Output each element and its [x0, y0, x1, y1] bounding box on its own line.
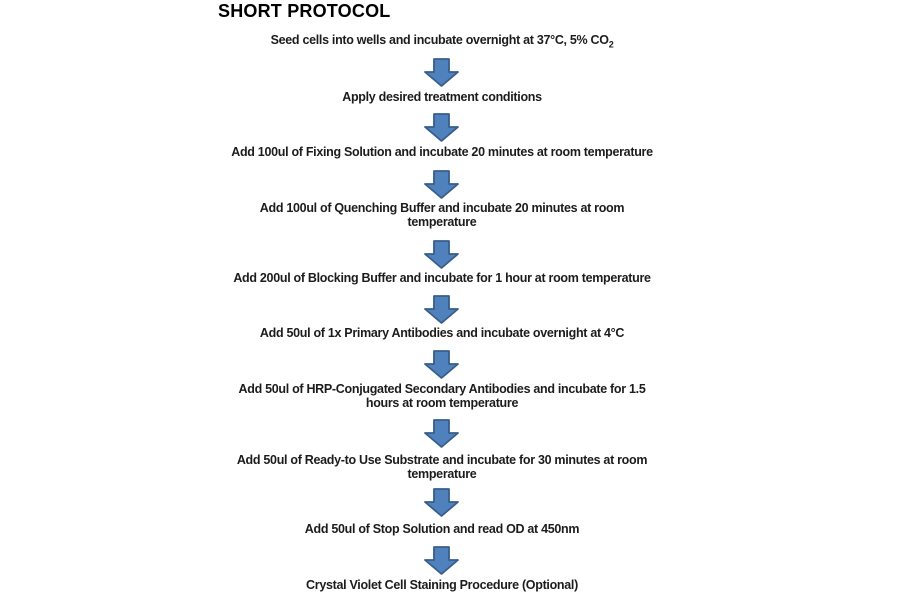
protocol-step-quenching-buffer	[0, 201, 884, 229]
protocol-step-primary-antibodies	[0, 326, 884, 340]
down-arrow-shape	[425, 547, 458, 574]
step-text: temperature	[407, 467, 477, 481]
down-arrow-shape	[425, 241, 458, 268]
protocol-step-fixing-solution	[0, 145, 884, 159]
step-text: Seed cells into wells and incubate overnight at 37°C, 5% CO	[270, 33, 609, 47]
down-arrow-icon	[424, 419, 459, 448]
down-arrow-shape	[425, 296, 458, 323]
down-arrow-icon	[424, 350, 459, 379]
step-text: Add 50ul of Ready-to Use Substrate and incubate for 30 minutes at room	[236, 453, 648, 467]
down-arrow-shape	[425, 171, 458, 198]
step-text: Add 50ul of 1x Primary Antibodies and incubate overnight at 4°C	[259, 326, 625, 340]
page-title: SHORT PROTOCOL	[218, 1, 391, 21]
step-text: hours at room temperature	[365, 396, 519, 410]
down-arrow-icon	[424, 58, 459, 87]
step-text: temperature	[407, 215, 477, 229]
down-arrow-shape	[425, 59, 458, 86]
protocol-step-secondary-antibodies	[0, 382, 884, 410]
protocol-step-blocking-buffer	[0, 271, 884, 285]
down-arrow-icon	[424, 488, 459, 517]
protocol-step-seed-cells	[0, 33, 884, 50]
down-arrow-shape	[425, 114, 458, 141]
step-text: Crystal Violet Cell Staining Procedure (Optional)	[306, 578, 578, 592]
down-arrow-shape	[425, 489, 458, 516]
protocol-step-crystal-violet	[0, 578, 884, 592]
step-text: Add 50ul of HRP-Conjugated Secondary Antibodies and incubate for 1.5	[238, 382, 646, 396]
down-arrow-icon	[424, 113, 459, 142]
down-arrow-shape	[425, 420, 458, 447]
down-arrow-icon	[424, 170, 459, 199]
protocol-step-stop-solution	[0, 522, 884, 536]
down-arrow-shape	[425, 351, 458, 378]
down-arrow-icon	[424, 295, 459, 324]
step-text: Apply desired treatment conditions	[342, 90, 542, 104]
protocol-step-treatment	[0, 90, 884, 104]
step-text: Add 100ul of Fixing Solution and incubate 20 minutes at room temperature	[231, 145, 653, 159]
step-text: Add 50ul of Stop Solution and read OD at 450nm	[304, 522, 580, 536]
step-text: Add 100ul of Quenching Buffer and incubate 20 minutes at room	[259, 201, 625, 215]
protocol-step-substrate	[0, 453, 884, 481]
co2-subscript: 2	[608, 39, 614, 50]
down-arrow-icon	[424, 240, 459, 269]
step-text: Add 200ul of Blocking Buffer and incubate for 1 hour at room temperature	[233, 271, 651, 285]
down-arrow-icon	[424, 546, 459, 575]
